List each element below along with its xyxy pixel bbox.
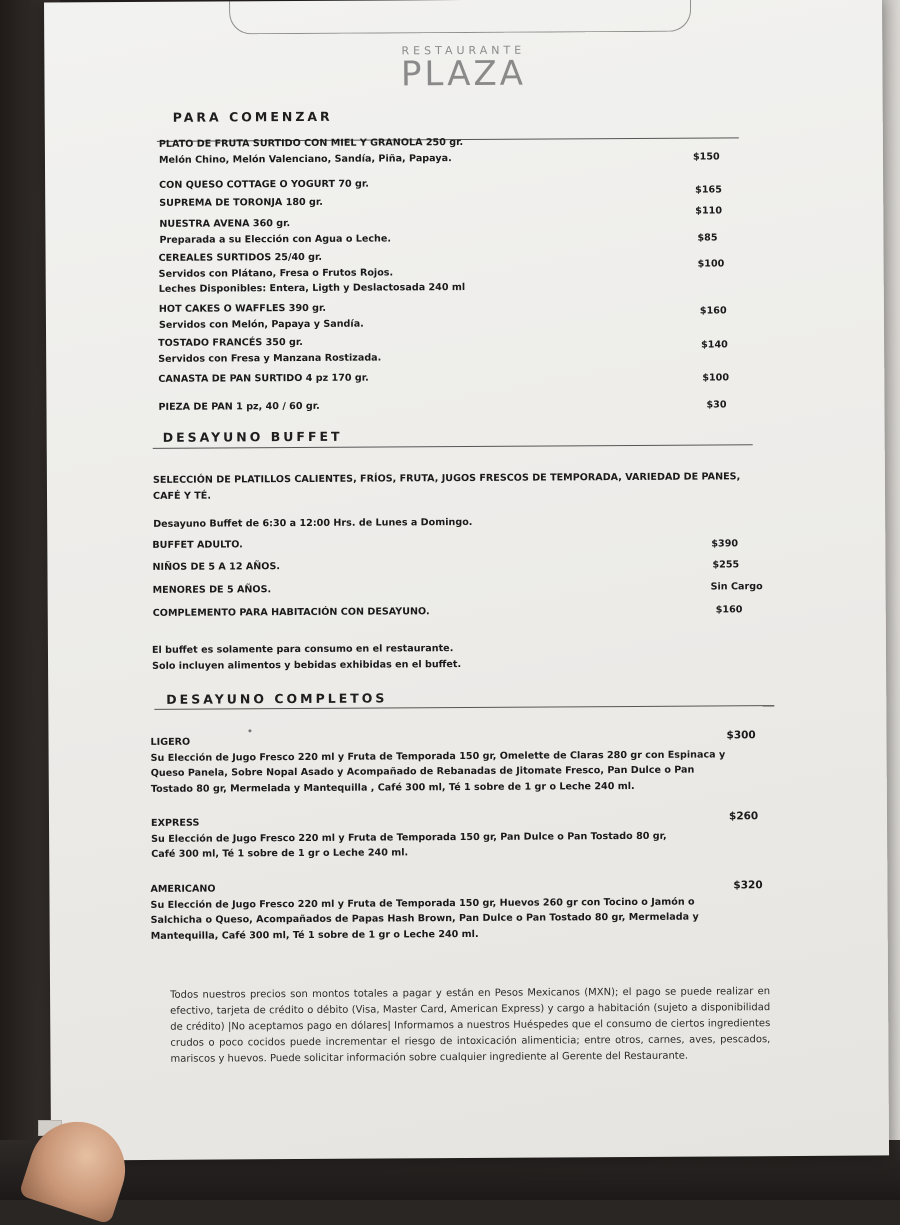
combo-description: Café 300 ml, Té 1 sobre de 1 gr o Leche 240 ml. — [151, 847, 409, 860]
payment-and-allergy-disclaimer: Todos nuestros precios son montos totales a pagar y están en Pesos Mexicanos (MXN); el pago se puede realizar en efectivo, tarjeta de crédito o débito (Visa, Master Card, American Express) y cargo a habitación (sujeto a disponibilidad de crédito) |No aceptamos pago en dólares| Informamos a nuestros Huéspedes que el consumo de ciertos ingredientes crudos o poco cocidos puede incrementar el riesgo de intoxicación alimenticia; entre otros, carnes, aves, pescados, mariscos y huevos. Puede solicitar información sobre cualquier ingrediente al Gerente del Restaurante. — [170, 986, 771, 1065]
logo-restaurante: RESTAURANTE — [401, 43, 526, 58]
item-price: $100 — [697, 258, 725, 270]
menu-item — [159, 177, 369, 194]
item-description: Melón Chino, Melón Valenciano, Sandía, Piña, Papaya. — [158, 152, 452, 166]
item-price: $150 — [692, 151, 720, 163]
section-title-para-comenzar: PARA COMENZAR — [172, 108, 333, 125]
item-name: CON QUESO COTTAGE O YOGURT 70 gr. — [159, 178, 369, 191]
paper-speck — [248, 729, 251, 732]
item-price: $165 — [695, 184, 722, 196]
buffet-option-label: NIÑOS DE 5 A 12 AÑOS. — [152, 561, 281, 573]
combo-name: EXPRESS — [150, 817, 200, 829]
menu-item — [158, 371, 369, 388]
item-description: Servidos con Plátano, Fresa o Frutos Rojos. — [158, 266, 394, 280]
item-price: $140 — [701, 339, 728, 351]
item-name: SUPREMA DE TORONJA 180 gr. — [159, 196, 323, 209]
item-name: NUESTRA AVENA 360 gr. — [159, 218, 291, 230]
menu-item — [158, 335, 381, 367]
menu-item — [158, 399, 319, 415]
buffet-option-label: MENORES DE 5 AÑOS. — [152, 584, 272, 596]
menu-item — [159, 195, 323, 211]
item-name: TOSTADO FRANCÉS 350 gr. — [158, 336, 303, 349]
menu-item — [159, 135, 463, 168]
item-name: CEREALES SURTIDOS 25/40 gr. — [158, 251, 323, 264]
buffet-intro-line: CAFÉ Y TÉ. — [152, 490, 212, 502]
combo-name: LIGERO — [150, 736, 191, 748]
combo-description: Su Elección de Jugo Fresco 220 ml y Fruta de Temporada 150 gr, Huevos 260 gr con Tocino o Jamón o — [150, 896, 695, 911]
combo-description: Mantequilla, Café 300 ml, Té 1 sobre de 1 gr o Leche 240 ml. — [150, 928, 479, 942]
menu-holder-clip — [229, 0, 691, 34]
item-price: $100 — [702, 372, 730, 384]
section-title-desayuno-buffet: DESAYUNO BUFFET — [162, 428, 343, 445]
item-price: $85 — [697, 232, 718, 244]
item-description: Servidos con Fresa y Manzana Rostizada. — [158, 352, 382, 365]
item-description: Leches Disponibles: Entera, Ligth y Deslactosada 240 ml — [158, 281, 466, 295]
item-name: CANASTA DE PAN SURTIDO 4 pz 170 gr. — [158, 372, 369, 385]
combo-price: $300 — [726, 729, 756, 742]
combo-price: $320 — [733, 879, 763, 892]
buffet-option-price: $160 — [715, 604, 743, 616]
section-title-desayuno-completos: DESAYUNO COMPLETOS — [166, 690, 388, 707]
item-price: $30 — [706, 399, 727, 411]
item-price: $160 — [699, 305, 727, 317]
section-rule — [153, 444, 753, 449]
buffet-option-price: $255 — [712, 559, 740, 571]
menu-item — [159, 249, 466, 297]
item-name: PIEZA DE PAN 1 pz, 40 / 60 gr. — [158, 400, 320, 413]
breakfast-combo — [150, 879, 698, 944]
breakfast-combo — [151, 813, 667, 863]
combo-description: Su Elección de Jugo Fresco 220 ml y Fruta de Temporada 150 gr, Pan Dulce o Pan Tostado 80 gr, — [151, 830, 667, 845]
buffet-intro-line: SELECCIÓN DE PLATILLOS CALIENTES, FRÍOS, FRUTA, JUGOS FRESCOS DE TEMPORADA, VARIEDAD DE PANES, — [152, 471, 741, 486]
buffet-intro — [153, 469, 740, 504]
combo-price: $260 — [728, 810, 759, 823]
buffet-option-price: $390 — [711, 538, 739, 550]
menu-sheet — [44, 0, 889, 1161]
menu-item — [159, 301, 364, 333]
menu-item — [159, 215, 391, 247]
item-description: Servidos con Melón, Papaya y Sandía. — [158, 318, 364, 331]
combo-description: Salchicha o Queso, Acompañados de Papas Hash Brown, Pan Dulce o Pan Tostado 80 gr, Mermelada y — [150, 911, 699, 926]
item-name: PLATO DE FRUTA SURTIDO CON MIEL Y GRANOLA 250 gr. — [158, 137, 464, 150]
item-name: HOT CAKES O WAFFLES 390 gr. — [158, 302, 327, 315]
buffet-hours: Desayuno Buffet de 6:30 a 12:00 Hrs. de Lunes a Domingo. — [153, 516, 473, 530]
combo-description: Tostado 80 gr, Mermelada y Mantequilla , Café 300 ml, Té 1 sobre de 1 gr o Leche 240 ml. — [150, 780, 635, 795]
breakfast-combo — [150, 731, 725, 797]
restaurant-logo — [44, 41, 882, 93]
buffet-option-price: Sin Cargo — [710, 581, 763, 593]
combo-description: Queso Panela, Sobre Nopal Asado y Acompañado de Rebanadas de Jitomate Fresco, Pan Dulce o Pan — [150, 764, 695, 779]
combo-description: Su Elección de Jugo Fresco 220 ml y Fruta de Temporada 150 gr, Omelette de Claras 280 gr con Espinaca y — [150, 748, 726, 764]
logo-plaza: PLAZA — [400, 53, 527, 95]
buffet-note: El buffet es solamente para consumo en el restaurante. — [151, 643, 454, 656]
buffet-notes — [152, 641, 461, 674]
item-price: $110 — [695, 205, 723, 217]
buffet-option-label: BUFFET ADULTO. — [152, 539, 243, 551]
combo-name: AMERICANO — [150, 883, 216, 895]
item-description: Preparada a su Elección con Agua o Leche. — [159, 232, 392, 246]
buffet-option-label: COMPLEMENTO PARA HABITACIÓN CON DESAYUNO. — [152, 606, 430, 619]
buffet-note: Solo incluyen alimentos y bebidas exhibidas en el buffet. — [152, 658, 462, 672]
